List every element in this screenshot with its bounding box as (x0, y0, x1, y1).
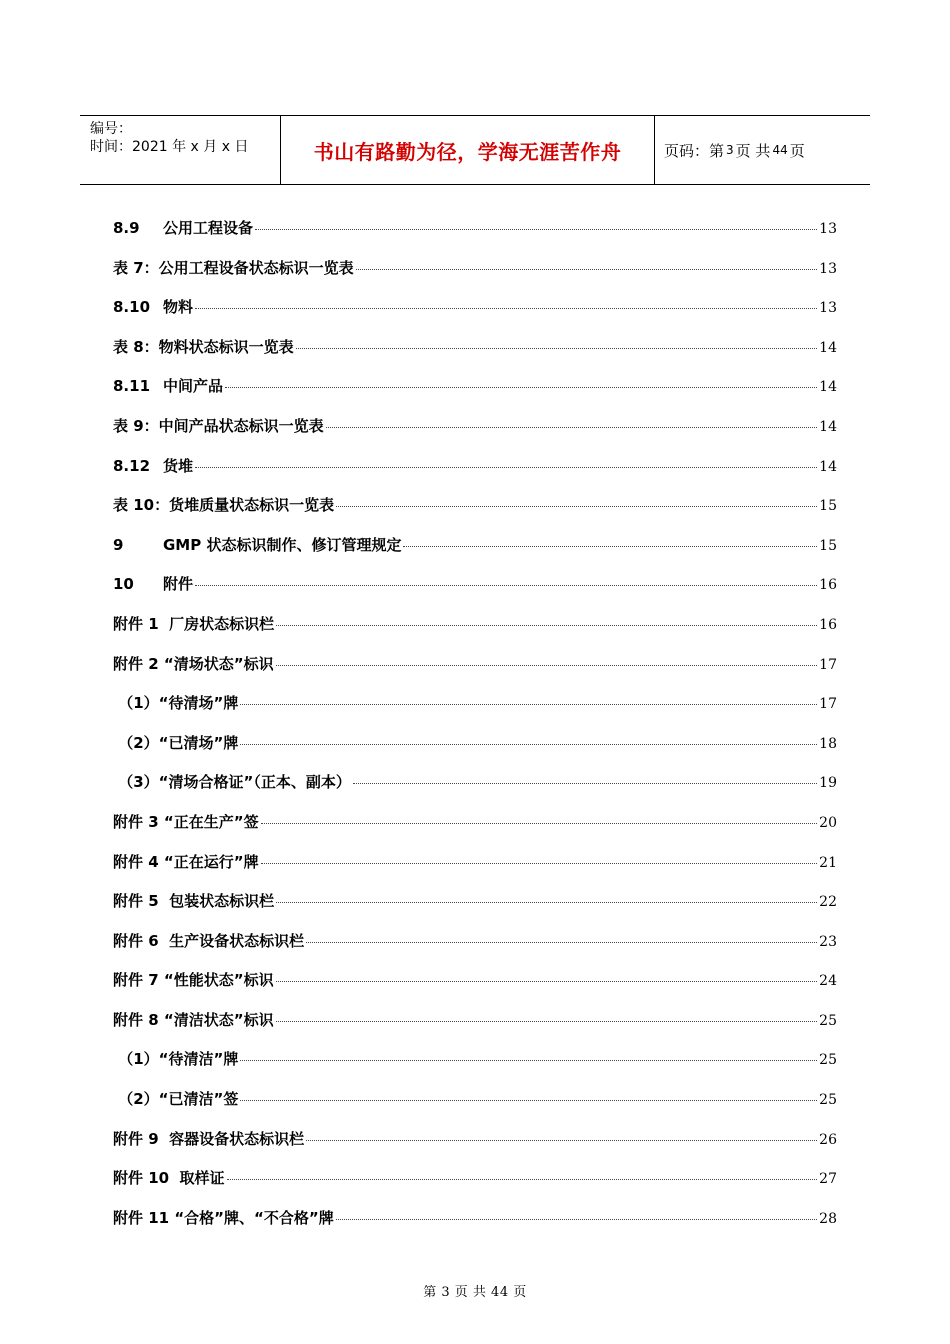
toc-entry-page: 21 (819, 854, 837, 871)
toc-leader-dots (296, 348, 818, 349)
toc-entry[interactable] (113, 534, 837, 574)
toc-entry-page: 14 (819, 458, 837, 475)
toc-entry-page: 18 (819, 735, 837, 752)
toc-entry-label (113, 257, 354, 278)
toc-entry-page: 20 (819, 814, 837, 831)
toc-leader-dots (306, 942, 817, 943)
toc-entry-text: 附件 8 “清洁状态”标识 (113, 1010, 274, 1029)
toc-entry-page: 14 (819, 339, 837, 356)
toc-entry-label (113, 692, 238, 713)
toc-entry-number: 8.9 (113, 219, 140, 237)
page-suffix: 页 (789, 141, 805, 160)
toc-entry-page: 26 (819, 1131, 837, 1148)
toc-entry-number: 10 (113, 575, 134, 594)
toc-entry-page: 25 (819, 1092, 837, 1109)
toc-entry-label (113, 613, 274, 634)
toc-entry-page: 13 (819, 300, 837, 317)
toc-entry-page: 23 (819, 933, 837, 950)
toc-entry-text: 附件 9 容器设备状态标识栏 (113, 1129, 305, 1148)
toc-entry-number: 8.10 (113, 298, 151, 317)
toc-entry-text: 中间产品 (163, 377, 224, 396)
toc-entry[interactable] (113, 732, 837, 772)
page-prefix: 页码：第 (664, 141, 725, 160)
toc-entry-page: 13 (819, 260, 837, 277)
toc-leader-dots (195, 585, 817, 586)
toc-entry-page: 19 (819, 775, 837, 792)
toc-entry[interactable] (113, 771, 837, 811)
toc-leader-dots (261, 823, 818, 824)
toc-entry-page: 17 (819, 696, 837, 713)
toc-entry-text: （2）“已清场”牌 (113, 733, 239, 752)
toc-leader-dots (261, 863, 818, 864)
toc-entry[interactable] (113, 257, 837, 297)
toc-entry-number: 9 (113, 535, 124, 554)
toc-entry-label (113, 1088, 238, 1109)
toc-entry-text: 附件 (163, 575, 194, 594)
toc-entry-page: 17 (819, 656, 837, 673)
toc-entry-text: 表 7：公用工程设备状态标识一览表 (113, 258, 354, 277)
toc-leader-dots (403, 546, 817, 547)
toc-leader-dots (276, 902, 817, 903)
toc-entry-label (113, 851, 259, 872)
header-meta (80, 116, 281, 184)
toc-entry-text: 附件 3 “正在生产”签 (113, 812, 259, 831)
toc-entry-number: 8.11 (113, 377, 151, 396)
toc-entry-text: （1）“待清洁”牌 (113, 1050, 239, 1069)
toc-entry-label (113, 494, 334, 515)
page-middle: 页 共 (735, 141, 771, 160)
toc-entry[interactable] (113, 296, 837, 336)
toc-entry-text: 附件 5 包装状态标识栏 (113, 892, 275, 911)
toc-leader-dots (306, 1140, 817, 1141)
toc-entry-label (113, 969, 274, 990)
toc-leader-dots (255, 229, 817, 230)
toc-entry[interactable] (113, 969, 837, 1009)
toc-entry-label (113, 811, 259, 832)
toc-entry[interactable] (113, 375, 837, 415)
toc-entry-text: 附件 6 生产设备状态标识栏 (113, 931, 305, 950)
toc-entry-label (113, 455, 193, 476)
toc-entry[interactable] (113, 613, 837, 653)
page-footer: 第 3 页 共 44 页 (423, 1285, 527, 1300)
toc-entry-label (113, 1048, 238, 1069)
toc-entry-label (113, 573, 193, 594)
toc-entry-text: 附件 1 厂房状态标识栏 (113, 614, 275, 633)
toc-entry[interactable] (113, 1048, 837, 1088)
toc-entry-text: （1）“待清场”牌 (113, 694, 239, 713)
toc-entry-label (113, 375, 223, 396)
toc-entry-text: GMP 状态标识制作、修订管理规定 (163, 535, 402, 554)
toc-entry[interactable] (113, 455, 837, 495)
toc-leader-dots (195, 467, 817, 468)
toc-leader-dots (276, 981, 818, 982)
header-motto: 书山有路勤为径，学海无涯苦作舟 (281, 116, 655, 184)
toc-entry-label (113, 296, 193, 317)
toc-entry-label (113, 930, 304, 951)
toc-entry-page: 28 (819, 1210, 837, 1227)
toc-leader-dots (240, 704, 817, 705)
toc-entry[interactable] (113, 1207, 837, 1247)
toc-entry-label (113, 1167, 225, 1188)
toc-leader-dots (326, 427, 818, 428)
toc-entry-label (113, 890, 274, 911)
toc-entry-label (113, 217, 253, 238)
toc-entry-page: 24 (819, 973, 837, 990)
toc-entry[interactable] (113, 573, 837, 613)
toc-entry-text: 公用工程设备 (163, 219, 254, 237)
toc-entry-label (113, 1009, 274, 1030)
toc-entry-text: 附件 7 “性能状态”标识 (113, 971, 274, 990)
toc-entry-label (113, 653, 274, 674)
time-label: 时间：2021 年 x 月 x 日 (90, 139, 249, 155)
toc-entry[interactable] (113, 851, 837, 891)
page-current: 3 (726, 143, 734, 157)
toc-entry-text: 物料 (163, 298, 194, 317)
toc-leader-dots (276, 665, 818, 666)
toc-entry-text: 附件 11 “合格”牌、“不合格”牌 (113, 1208, 334, 1227)
toc-leader-dots (276, 625, 817, 626)
toc-leader-dots (276, 1021, 818, 1022)
toc-entry-page: 16 (819, 577, 837, 594)
toc-entry[interactable] (113, 494, 837, 534)
toc-leader-dots (240, 1100, 817, 1101)
toc-entry-label (113, 534, 401, 555)
toc-entry-page: 14 (819, 379, 837, 396)
toc-entry[interactable] (113, 653, 837, 693)
toc-entry[interactable] (113, 336, 837, 376)
toc-leader-dots (227, 1179, 818, 1180)
toc-entry[interactable] (113, 1009, 837, 1049)
toc-entry-label (113, 336, 294, 357)
toc-entry-page: 25 (819, 1012, 837, 1029)
toc-entry-text: 货堆 (163, 456, 194, 475)
toc-entry[interactable] (113, 1088, 837, 1128)
toc-entry-page: 14 (819, 418, 837, 435)
toc-entry-label (113, 732, 238, 753)
toc-leader-dots (356, 269, 818, 270)
toc-entry[interactable] (113, 1128, 837, 1168)
toc-entry-text: 表 8：物料状态标识一览表 (113, 337, 294, 356)
page-total: 44 (772, 143, 788, 157)
toc-entry[interactable] (113, 415, 837, 455)
toc-entry[interactable] (113, 930, 837, 970)
toc-entry-label (113, 1207, 334, 1228)
toc-entry-text: 表 9：中间产品状态标识一览表 (113, 416, 324, 435)
toc-entry-page: 15 (819, 537, 837, 554)
toc-leader-dots (195, 308, 817, 309)
toc-entry-number: 8.12 (113, 456, 151, 475)
header-page-info (655, 116, 870, 184)
toc-entry-page: 15 (819, 498, 837, 515)
toc-entry-text: （2）“已清洁”签 (113, 1090, 239, 1109)
toc-entry[interactable] (113, 692, 837, 732)
toc-entry-page: 22 (819, 894, 837, 911)
toc-entry[interactable] (113, 217, 837, 257)
toc-leader-dots (353, 783, 817, 784)
toc-leader-dots (240, 744, 817, 745)
toc-entry-page: 16 (819, 616, 837, 633)
toc-entry[interactable] (113, 811, 837, 851)
toc-leader-dots (240, 1060, 817, 1061)
toc-entry-text: 附件 10 取样证 (113, 1169, 225, 1188)
toc-entry-text: （3）“清场合格证”（正本、副本） (113, 773, 351, 792)
toc-leader-dots (336, 1219, 817, 1220)
toc-entry-label (113, 1128, 304, 1149)
toc-entry-page: 27 (819, 1171, 837, 1188)
table-of-contents (113, 217, 837, 1246)
toc-entry-label (113, 415, 324, 436)
toc-leader-dots (225, 387, 817, 388)
toc-entry[interactable] (113, 1167, 837, 1207)
serial-label: 编号： (90, 121, 132, 137)
toc-leader-dots (336, 506, 817, 507)
toc-entry-text: 附件 4 “正在运行”牌 (113, 852, 259, 871)
toc-entry-text: 附件 2 “清场状态”标识 (113, 654, 274, 673)
toc-entry-page: 25 (819, 1052, 837, 1069)
toc-entry[interactable] (113, 890, 837, 930)
toc-entry-text: 表 10：货堆质量状态标识一览表 (113, 496, 335, 515)
page-header (80, 115, 870, 185)
toc-entry-page: 13 (819, 221, 837, 237)
toc-entry-label (113, 771, 351, 792)
